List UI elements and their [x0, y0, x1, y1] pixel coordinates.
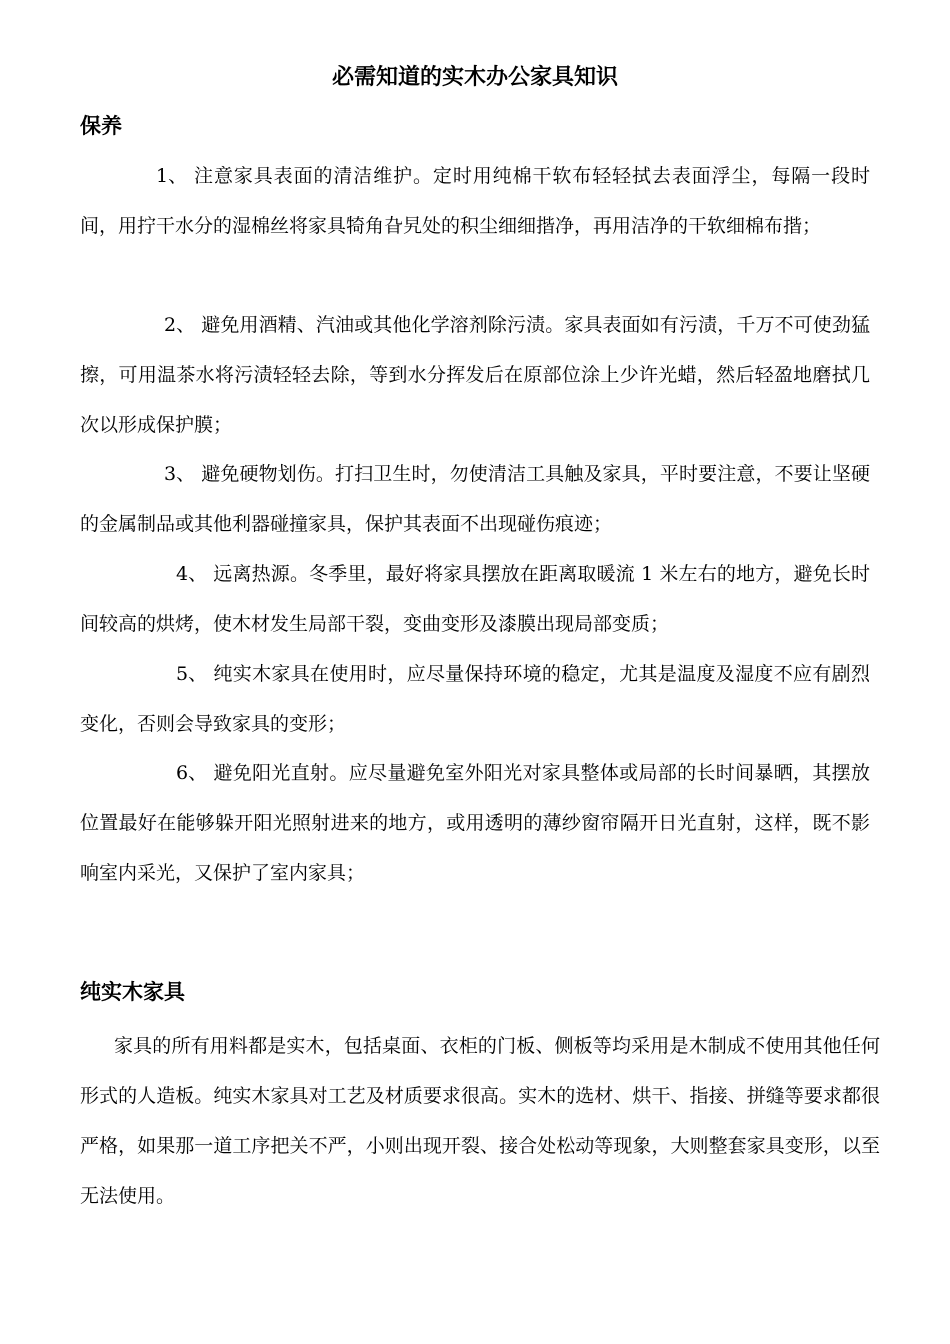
- item-text: 注意家具表面的清洁维护。定时用纯棉干软布轻轻拭去表面浮尘，每隔一段时间，用拧干水分的湿棉丝将家具犄角旮旯处的积尘细细揩净，再用洁净的干软细棉布揩；: [80, 165, 870, 237]
- item-text: 远离热源。冬季里，最好将家具摆放在距离取暖流 1 米左右的地方，避免长时间较高的烘烤，使木材发生局部干裂，变曲变形及漆膜出现局部变质；: [80, 563, 870, 635]
- item-number: 4、: [176, 563, 208, 585]
- item-number: 3、: [164, 463, 196, 485]
- maintenance-item-5: [80, 649, 870, 749]
- item-text: 避免硬物划伤。打扫卫生时，勿使清洁工具触及家具，平时要注意，不要让坚硬的金属制品或其他利器碰撞家具，保护其表面不出现碰伤痕迹；: [80, 463, 870, 535]
- maintenance-item-6: [80, 748, 870, 898]
- item-number: 6、: [176, 762, 208, 784]
- item-text: 避免用酒精、汽油或其他化学溶剂除污渍。家具表面如有污渍，千万不可使劲猛擦，可用温茶水将污渍轻轻去除，等到水分挥发后在原部位涂上少许光蜡，然后轻盈地磨拭几次以形成保护膜；: [80, 314, 870, 436]
- item-number: 1、: [156, 165, 188, 187]
- maintenance-item-4: [80, 549, 870, 649]
- item-number: 2、: [164, 314, 196, 336]
- item-text: 纯实木家具在使用时，应尽量保持环境的稳定，尤其是温度及湿度不应有剧烈变化，否则会导致家具的变形；: [80, 663, 870, 735]
- document-title: 必需知道的实木办公家具知识: [331, 64, 618, 90]
- section-heading-maintenance: 保养: [80, 113, 122, 138]
- section-heading-solid-wood: 纯实木家具: [80, 979, 185, 1004]
- maintenance-item-3: [80, 449, 870, 549]
- item-text: 避免阳光直射。应尽量避免室外阳光对家具整体或局部的长时间暴晒，其摆放位置最好在能够躲开阳光照射进来的地方，或用透明的薄纱窗帘隔开日光直射，这样，既不影响室内采光，又保护了室内家具；: [80, 762, 870, 884]
- maintenance-item-2: [80, 300, 870, 450]
- solid-wood-paragraph: 家具的所有用料都是实木，包括桌面、衣柜的门板、侧板等均采用是木制成不使用其他任何形式的人造板。纯实木家具对工艺及材质要求很高。实木的选材、烘干、指接、拼缝等要求都很严格，如果那一道工序把关不严，小则出现开裂、接合处松动等现象，大则整套家具变形，以至无法使用。: [80, 1035, 880, 1207]
- maintenance-item-1: [80, 151, 870, 251]
- item-number: 5、: [176, 663, 208, 685]
